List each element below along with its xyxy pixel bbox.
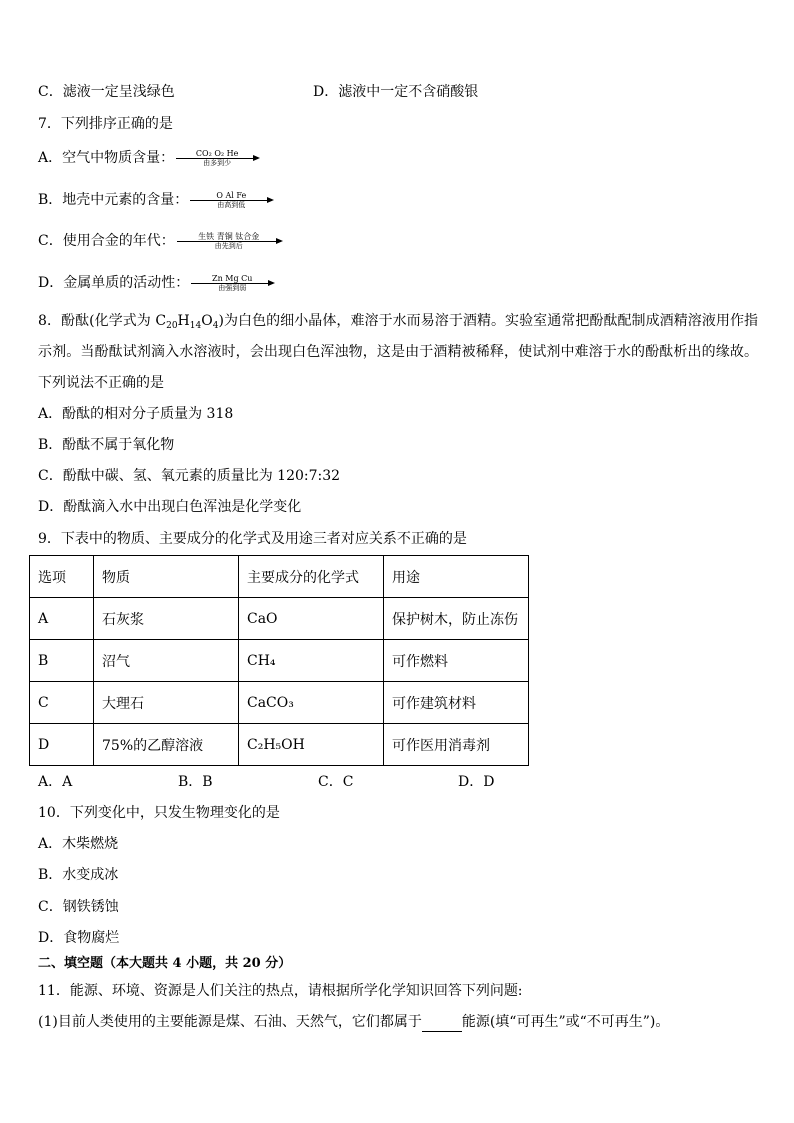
section-title: 二、填空题（本大题共 4 小题，共 20 分） bbox=[38, 956, 292, 971]
q9-options bbox=[38, 772, 598, 792]
q7-option-c-arrow-bottom: 由先到后 bbox=[214, 242, 243, 250]
q9-stem: 9．下表中的物质、主要成分的化学式及用途三者对应关系不正确的是 bbox=[38, 531, 467, 547]
q7-option-c-text: C．使用合金的年代： bbox=[38, 233, 175, 249]
q9-option-b: B．B bbox=[178, 774, 213, 790]
table-row bbox=[30, 724, 529, 766]
q6-option-c: C．滤液一定呈浅绿色 bbox=[38, 84, 175, 100]
q11-part1 bbox=[38, 1012, 669, 1032]
q8-stem-c: O bbox=[201, 313, 213, 329]
table-cell: A bbox=[30, 598, 94, 640]
q7-option-a-text: A．空气中物质含量： bbox=[38, 150, 175, 166]
arrow-icon bbox=[190, 200, 272, 201]
q8-stem bbox=[38, 306, 758, 399]
q7-option-b-arrow-bottom: 由高到低 bbox=[217, 201, 246, 209]
q7-option-c-arrow-top: 生铁 青铜 钛合金 bbox=[198, 232, 260, 241]
q8-stem-a: 8．酚酞(化学式为 C bbox=[38, 313, 167, 329]
q7-option-d-arrow-bottom: 由强到弱 bbox=[218, 284, 247, 292]
q11-part1-b: 能源(填“可再生”或“不可再生”)。 bbox=[461, 1014, 670, 1030]
table-header-cell: 选项 bbox=[30, 556, 94, 598]
table-row bbox=[30, 640, 529, 682]
q7-option-b bbox=[38, 190, 272, 210]
table-cell: B bbox=[30, 640, 94, 682]
table-cell: 保护树木，防止冻伤 bbox=[384, 598, 529, 640]
q7-option-c-arrow bbox=[177, 232, 281, 250]
table-cell: CaO bbox=[239, 598, 384, 640]
q9-option-c: C．C bbox=[318, 774, 354, 790]
q7-option-c bbox=[38, 231, 281, 251]
q10-option-a: A．木柴燃烧 bbox=[38, 836, 119, 852]
q7-option-d-arrow bbox=[191, 274, 273, 292]
q8-option-a: A．酚酞的相对分子质量为 318 bbox=[38, 406, 234, 422]
arrow-icon bbox=[177, 241, 281, 242]
q10-option-b: B．水变成冰 bbox=[38, 867, 119, 883]
q11-part1-a: (1)目前人类使用的主要能源是煤、石油、天然气，它们都属于 bbox=[38, 1014, 422, 1030]
table-row bbox=[30, 682, 529, 724]
arrow-icon bbox=[191, 283, 273, 284]
q10-option-d: D．食物腐烂 bbox=[38, 930, 120, 946]
table-cell: C bbox=[30, 682, 94, 724]
q11-stem: 11．能源、环境、资源是人们关注的热点，请根据所学化学知识回答下列问题: bbox=[38, 983, 523, 999]
q8-stem-d: )为白色的细小晶体，难溶于水而易溶于酒精。实验室通常把酚酞配制成酒精溶液用作指示剂。当酚酞试剂滴入水溶液时，会出现白色浑浊物，这是由于酒精被稀释，使试剂中难溶于水的酚酞析出的缘故。下列说法不正确的是 bbox=[38, 313, 759, 391]
table-cell: 可作医用消毒剂 bbox=[384, 724, 529, 766]
q7-option-b-text: B．地壳中元素的含量： bbox=[38, 192, 189, 208]
table-header-cell: 用途 bbox=[384, 556, 529, 598]
q7-option-b-arrow-top: O Al Fe bbox=[216, 191, 247, 200]
q6-options-row bbox=[38, 82, 175, 102]
q7-option-d-arrow-top: Zn Mg Cu bbox=[212, 274, 253, 283]
table-cell: 大理石 bbox=[94, 682, 239, 724]
q7-option-a-arrow bbox=[176, 149, 258, 167]
table-cell: C₂H₅OH bbox=[239, 724, 384, 766]
q9-table bbox=[29, 555, 529, 766]
table-row bbox=[30, 598, 529, 640]
q7-option-b-arrow bbox=[190, 191, 272, 209]
q10-option-c: C．钢铁锈蚀 bbox=[38, 899, 119, 915]
q7-option-d-text: D．金属单质的活动性： bbox=[38, 275, 190, 291]
q7-option-a-arrow-top: CO₂ O₂ He bbox=[195, 149, 239, 158]
q8-option-d: D．酚酞滴入水中出现白色浑浊是化学变化 bbox=[38, 499, 302, 515]
q9-option-d: D．D bbox=[458, 774, 495, 790]
table-cell: 石灰浆 bbox=[94, 598, 239, 640]
q7-option-a-arrow-bottom: 由多到少 bbox=[203, 159, 232, 167]
q8-sub-4: 4 bbox=[212, 321, 219, 331]
table-cell: 75%的乙醇溶液 bbox=[94, 724, 239, 766]
q8-sub-20: 20 bbox=[166, 321, 178, 331]
q10-stem: 10．下列变化中，只发生物理变化的是 bbox=[38, 805, 280, 821]
table-cell: 可作建筑材料 bbox=[384, 682, 529, 724]
table-cell: D bbox=[30, 724, 94, 766]
q8-stem-b: H bbox=[177, 313, 190, 329]
q6-option-d-wrap bbox=[313, 82, 478, 102]
q8-option-b: B．酚酞不属于氧化物 bbox=[38, 437, 175, 453]
table-cell: 沼气 bbox=[94, 640, 239, 682]
table-cell: CaCO₃ bbox=[239, 682, 384, 724]
q9-option-a: A．A bbox=[38, 774, 73, 790]
table-cell: CH₄ bbox=[239, 640, 384, 682]
q8-sub-14: 14 bbox=[189, 321, 202, 331]
table-header-cell: 物质 bbox=[94, 556, 239, 598]
answer-blank[interactable] bbox=[422, 1017, 462, 1032]
q8-option-c: C．酚酞中碳、氢、氧元素的质量比为 120:7:32 bbox=[38, 468, 341, 484]
q6-option-d: D．滤液中一定不含硝酸银 bbox=[313, 84, 479, 100]
table-header-row bbox=[30, 556, 529, 598]
q7-option-a bbox=[38, 148, 258, 168]
q7-stem: 7．下列排序正确的是 bbox=[38, 116, 173, 132]
arrow-icon bbox=[176, 158, 258, 159]
table-cell: 可作燃料 bbox=[384, 640, 529, 682]
q7-option-d bbox=[38, 273, 273, 293]
table-header-cell: 主要成分的化学式 bbox=[239, 556, 384, 598]
